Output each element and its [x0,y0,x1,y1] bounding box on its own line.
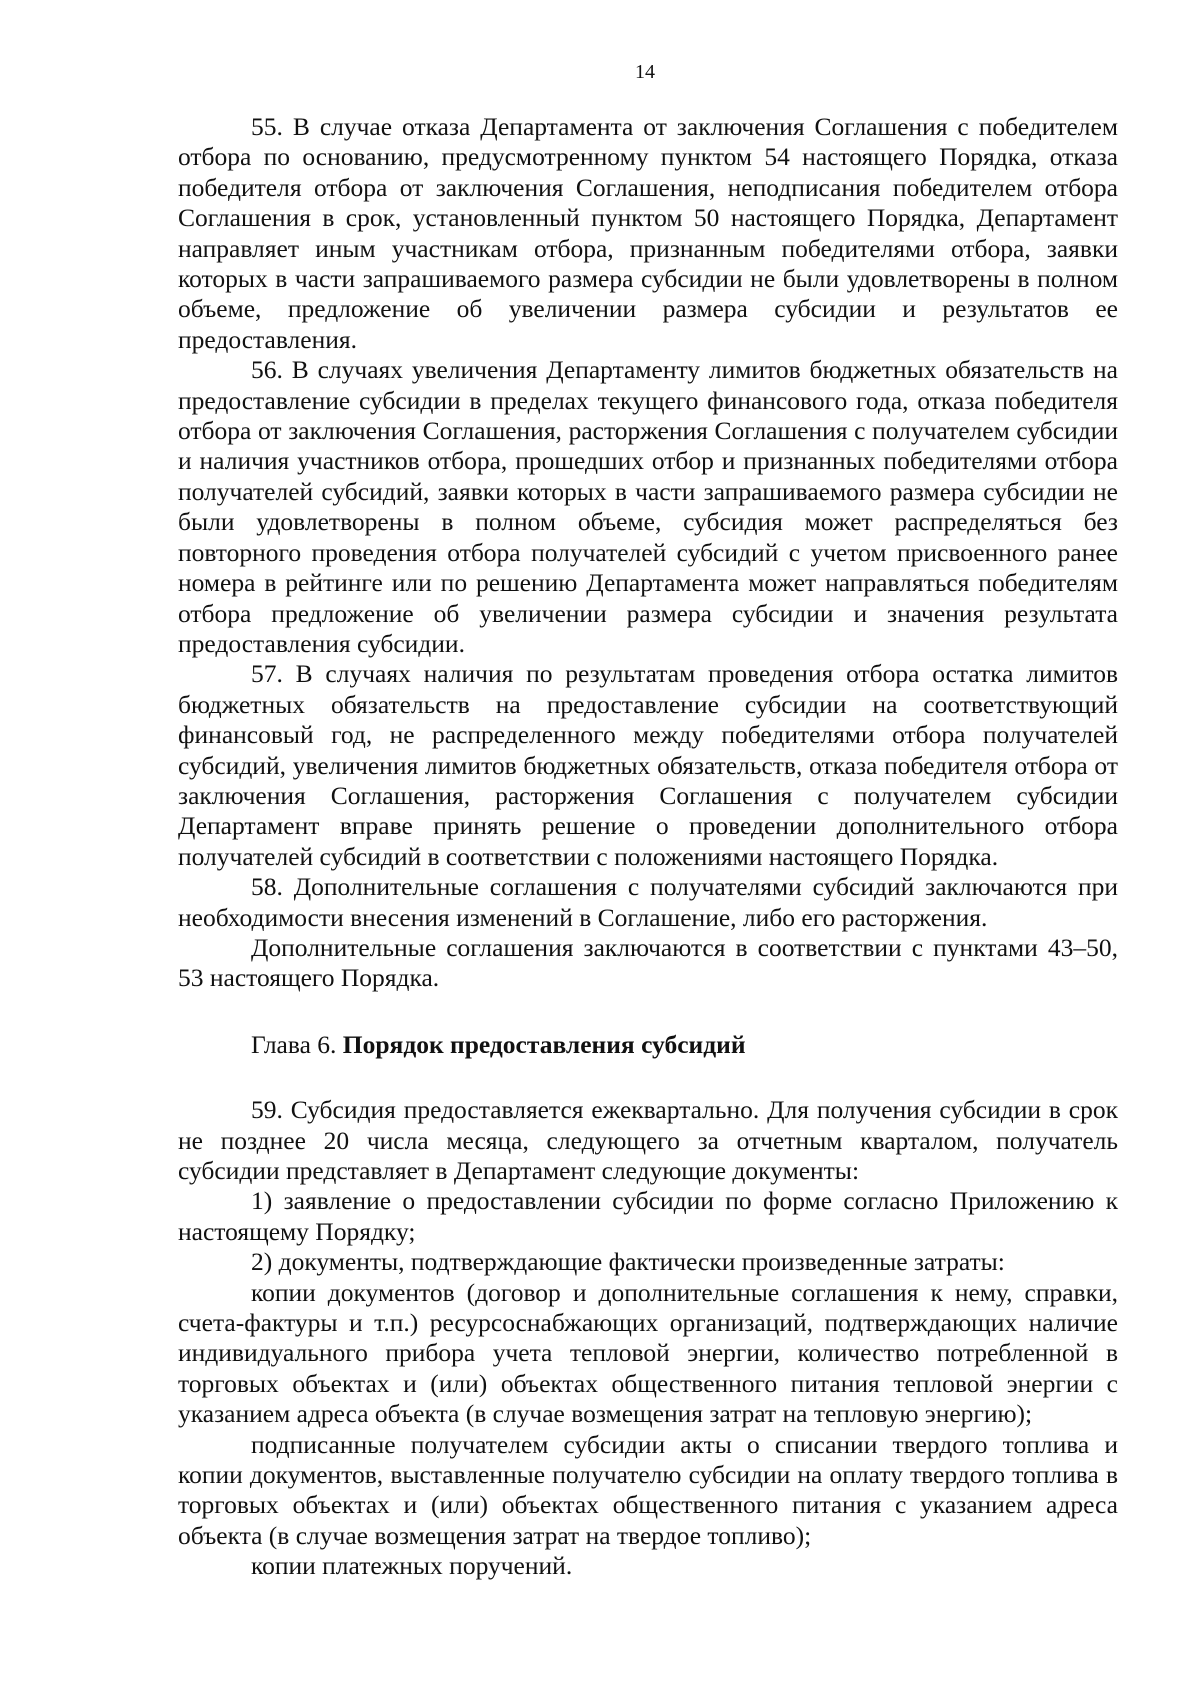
paragraph-58-continued: Дополнительные соглашения заключаются в соответствии с пунктами 43–50, 53 настоящего Порядка. [178,932,1118,993]
list-item-2-payment-orders: копии платежных поручений. [251,1551,573,1581]
chapter-title: Порядок предоставления субсидий [342,1029,746,1059]
list-item-1: 1) заявление о предоставлении субсидии по форме согласно Приложению к настоящему Порядку; [178,1186,1118,1246]
page-number: 14 [635,61,655,83]
document-body [178,112,1118,1582]
list-item-2-signed-acts: подписанные получателем субсидии акты о списании твердого топлива и копии документов, выставленные получателю субсидии на оплату твердого топлива в торговых объектах и (или) объектах общественного питания с указанием адреса объекта (в случае возмещения затрат на твердое топливо); [178,1429,1118,1550]
list-item-2: 2) документы, подтверждающие фактически произведенные затраты: [251,1247,1005,1277]
chapter-prefix: Глава 6. [251,1029,337,1059]
chapter-heading [178,1030,1118,1060]
paragraph-55: 55. В случае отказа Департамента от заключения Соглашения с победителем отбора по основанию, предусмотренному пунктом 54 настоящего Порядка, отказа победителя отбора от заключения Соглашения, неподписания победителем отбора Соглашения в срок, установленный пунктом 50 настоящего Порядка, Департамент направляет иным участникам отбора, признанным победителями отбора, заявки которых в части запрашиваемого размера субсидии не были удовлетворены в полном объеме, предложение об увеличении размера субсидии и результатов ее предоставления. [178,112,1118,354]
paragraph-56: 56. В случаях увеличения Департаменту лимитов бюджетных обязательств на предоставление субсидии в пределах текущего финансового года, отказа победителя отбора от заключения Соглашения, расторжения Соглашения с получателем субсидии и наличия участников отбора, прошедших отбор и признанных победителями отбора получателей субсидий, заявки которых в части запрашиваемого размера субсидии не были удовлетворены в полном объеме, субсидия может распределяться без повторного проведения отбора получателей субсидий с учетом присвоенного ранее номера в рейтинге или по решению Департамента может направляться победителям отбора предложение об увеличении размера субсидии и значения результата предоставления субсидии. [178,355,1118,658]
paragraph-58: 58. Дополнительные соглашения с получателями субсидий заключаются при необходимости внесения изменений в Соглашение, либо его расторжения. [178,872,1118,932]
list-item-2-copies-of-documents: копии документов (договор и дополнительные соглашения к нему, справки, счета-фактуры и т.п.) ресурсоснабжающих организаций, подтверждающих наличие индивидуального прибора учета тепловой энергии, количество потребленной в торговых объектах и (или) объектах общественного питания тепловой энергии с указанием адреса объекта (в случае возмещения затрат на тепловую энергию); [178,1277,1118,1429]
paragraph-59: 59. Субсидия предоставляется ежеквартально. Для получения субсидии в срок не позднее 20 числа месяца, следующего за отчетным кварталом, получатель субсидии представляет в Департамент следующие документы: [178,1095,1118,1185]
paragraph-57: 57. В случаях наличия по результатам проведения отбора остатка лимитов бюджетных обязательств на предоставление субсидии на соответствующий финансовый год, не распределенного между победителями отбора получателей субсидий, увеличения лимитов бюджетных обязательств, отказа победителя отбора от заключения Соглашения, расторжения Соглашения с получателем субсидии Департамент вправе принять решение о проведении дополнительного отбора получателей субсидий в соответствии с положениями настоящего Порядка. [178,659,1118,871]
